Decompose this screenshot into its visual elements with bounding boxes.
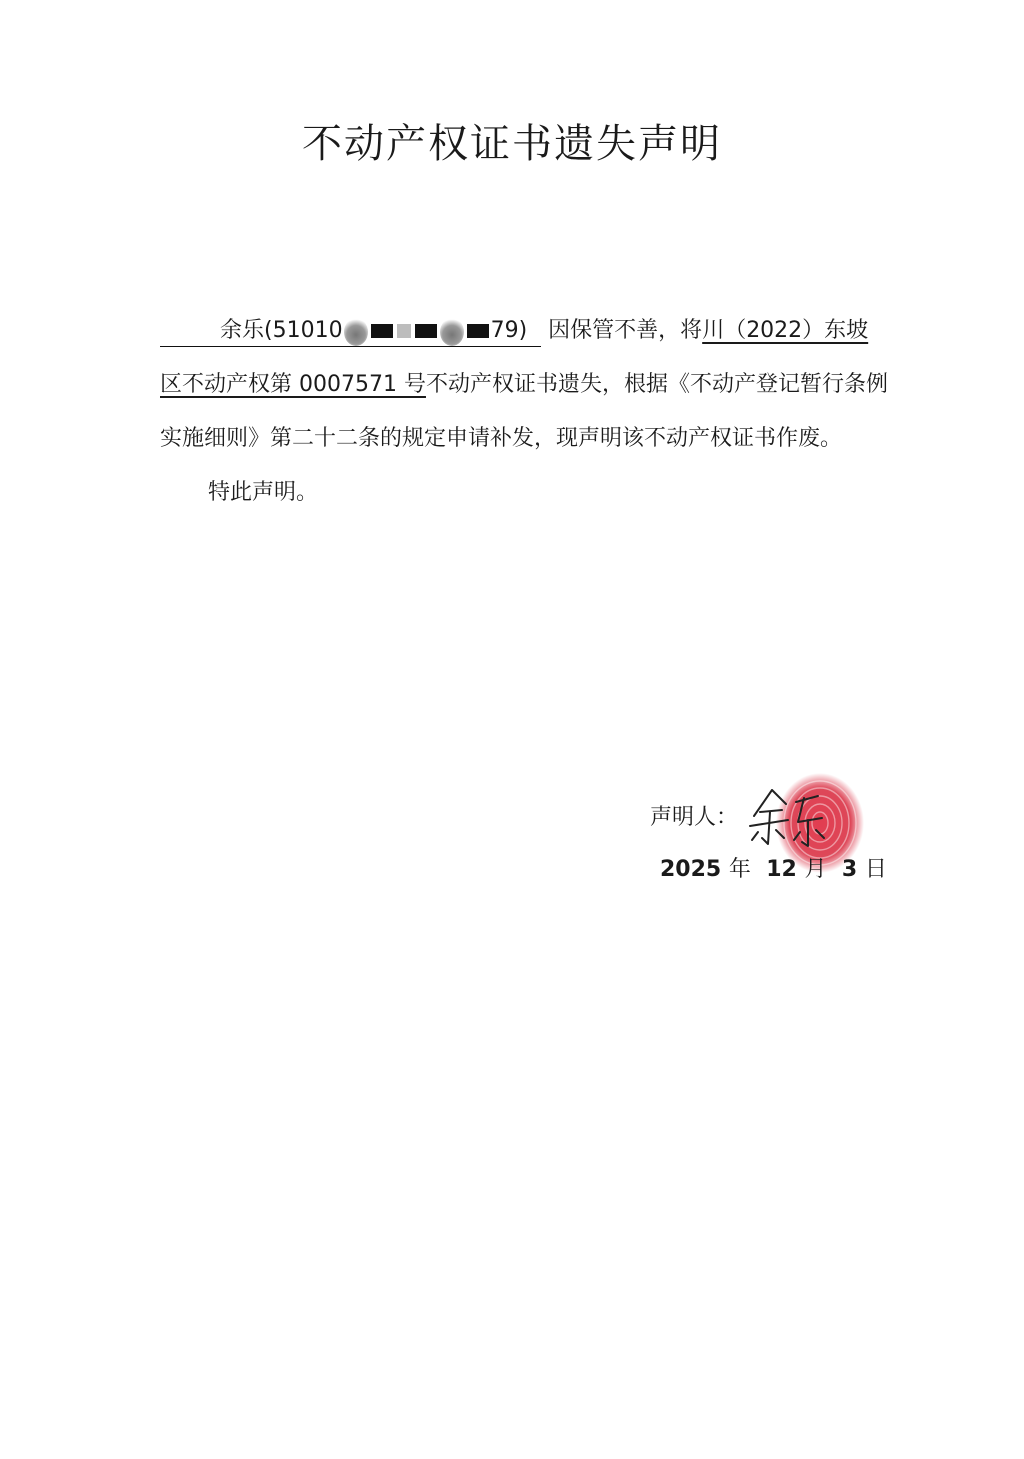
declarant-label: 声明人： (650, 805, 739, 830)
date-month: 12 (766, 857, 797, 882)
date-day: 3 (841, 857, 858, 882)
applicant-id-prefix: (51010 (264, 318, 343, 343)
text-after-name: 因保管不善，将 (548, 318, 703, 343)
redaction-mark (415, 324, 437, 338)
date-year-unit: 年 (728, 857, 751, 882)
redaction-mark (467, 324, 489, 338)
declaration-body (160, 304, 888, 520)
closing-statement: 特此声明。 (208, 480, 319, 505)
declaration-date (660, 852, 887, 883)
redaction-mark (397, 324, 411, 338)
redaction-mark (344, 318, 368, 346)
main-paragraph (160, 304, 888, 466)
date-month-unit: 月 (804, 857, 827, 882)
applicant-id (264, 318, 527, 343)
applicant-field (160, 316, 541, 347)
paragraph-rest: 不动产权证书遗失，根据《不动产登记暂行条例实施细则》第二十二条的规定申请补发，现声明该不动产权证书作废。 (160, 372, 888, 451)
date-year: 2025 (660, 857, 722, 882)
applicant-name: 余乐 (220, 318, 265, 343)
applicant-id-suffix: 79) (490, 318, 528, 343)
handwritten-signature (742, 782, 842, 852)
certificate-ref-2: 区不动产权第 0007571 号 (160, 372, 426, 397)
date-day-unit: 日 (864, 857, 887, 882)
certificate-ref-1: 川（2022）东坡 (702, 318, 869, 343)
redaction-mark (371, 324, 393, 338)
redaction-mark (440, 318, 464, 346)
document-title: 不动产权证书遗失声明 (302, 121, 722, 167)
